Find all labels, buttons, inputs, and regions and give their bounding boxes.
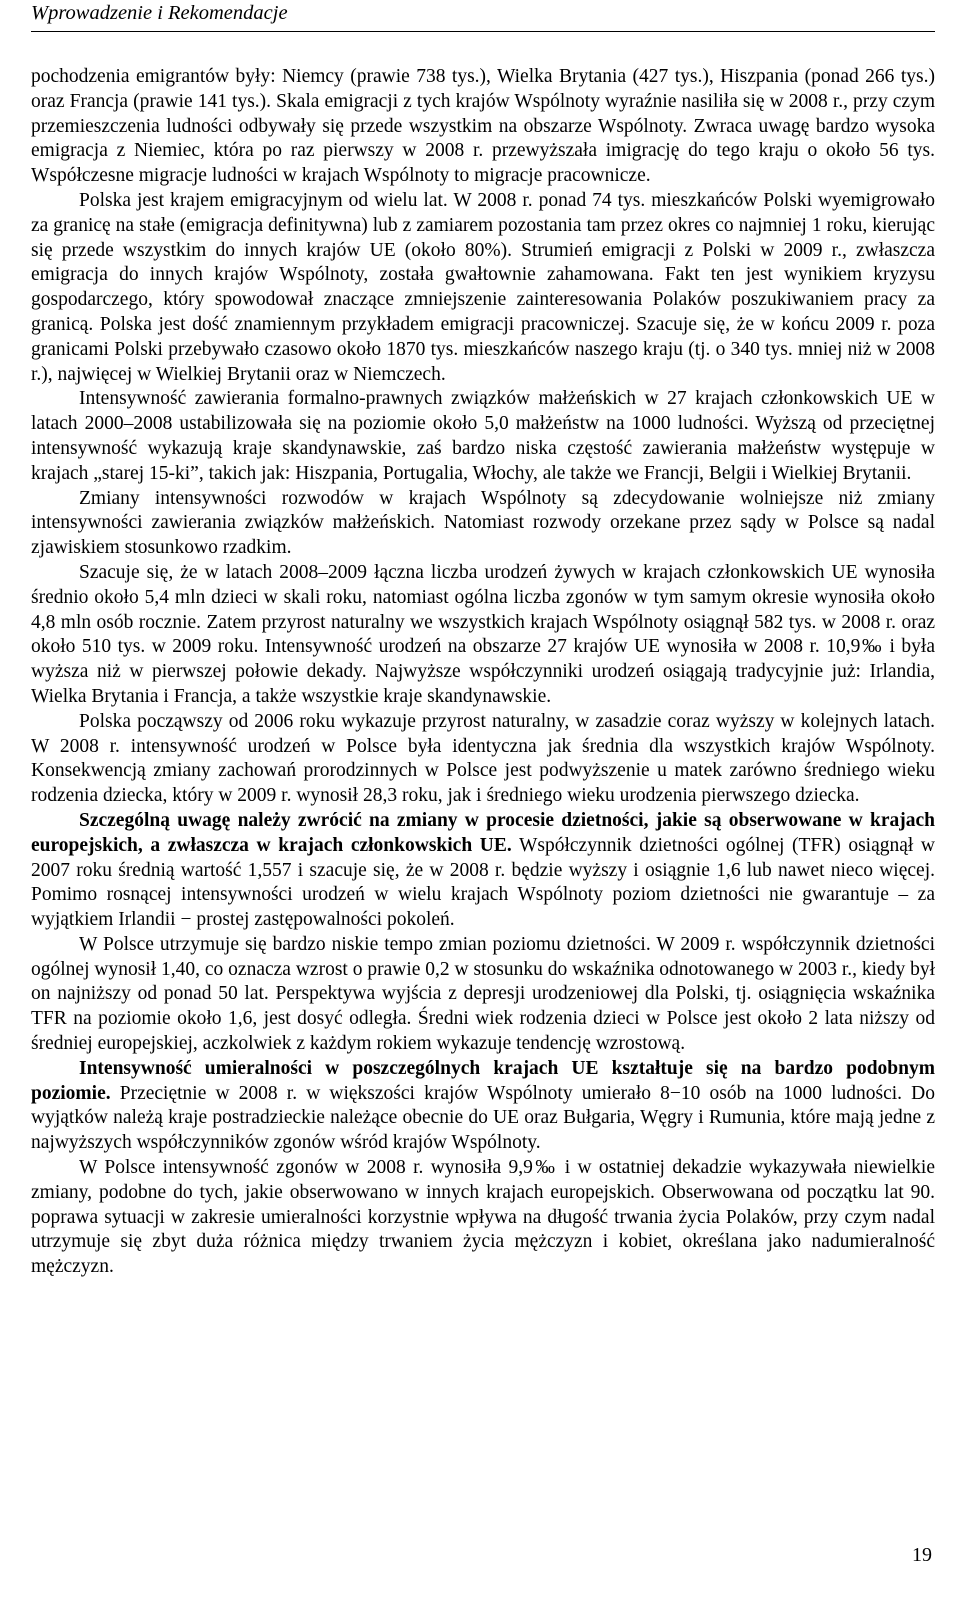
paragraph: Polska począwszy od 2006 roku wykazuje przyrost naturalny, w zasadzie coraz wyższy w kolejnych latach. W 2008 r. intensywność urodzeń w Polsce była identyczna jak średnia dla wszystkich krajów Wspólnoty. Konsekwencją zmiany zachowań prorodzinnych w Polsce jest podwyższenie u matek zarówno średniego wieku rodzenia dziecka, który w 2009 r. wynosił 28,3 roku, jak i średniego wieku urodzenia pierwszego dziecka. — [31, 710, 935, 807]
paragraph: W Polsce intensywność zgonów w 2008 r. wynosiła 9,9‰ i w ostatniej dekadzie wykazywała niewielkie zmiany, podobne do tych, jakie obserwowano w innych krajach europejskich. Obserwowana od początku lat 90. poprawa sytuacji w zakresie umieralności korzystnie wpływa na długość trwania życia Polaków, przy czym nadal utrzymuje się zbyt duża różnica między trwaniem życia mężczyzn i kobiet, określana jako nadumieralność mężczyzn. — [31, 1157, 935, 1278]
paragraph: Szacuje się, że w latach 2008–2009 łączna liczba urodzeń żywych w krajach członkowskich UE wynosiła średnio około 5,4 mln dzieci w skali roku, natomiast ogólna liczba zgonów w tym samym okresie wynosiła około 4,8 mln osób rocznie. Zatem przyrost naturalny we wszystkich krajach Wspólnoty osiągnął 582 tys. w 2008 r. oraz około 510 tys. w 2009 roku. Intensywność urodzeń na obszarze 27 krajów UE wynosiła w 2008 r. 10,9‰ i była wyższa niż w pierwszej połowie dekady. Najwyższe współczynniki urodzeń osiągają tradycyjnie już: Irlandia, Wielka Brytania i Francja, a także wszystkie kraje skandynawskie. — [31, 561, 935, 707]
running-header — [31, 0, 935, 32]
bold-lead: Intensywność umieralności w poszczególnych krajach UE kształtuje się na bardzo podobnym poziomie. — [31, 1057, 935, 1104]
paragraph: Intensywność umieralności w poszczególnych krajach UE kształtuje się na bardzo podobnym poziomie. Przeciętnie w 2008 r. w większości krajów Wspólnoty umierało 8−10 osób na 1000 ludności. Do wyjątków należą kraje postradzieckie należące obecnie do UE oraz Bułgaria, Węgry i Rumunia, które mają jedne z najwyższych współczynników zgonów wśród krajów Wspólnoty. — [31, 1057, 935, 1154]
body-text — [31, 65, 935, 1280]
paragraph: W Polsce utrzymuje się bardzo niskie tempo zmian poziomu dzietności. W 2009 r. współczynnik dzietności ogólnej wynosił 1,40, co oznacza wzrost o prawie 0,2 w stosunku do wskaźnika odnotowanego w 2003 r., kiedy był on najniższy od ponad 50 lat. Perspektywa wyjścia z depresji urodzeniowej dla Polski, tj. osiągnięcia wskaźnika TFR na poziomie około 1,6, jest dosyć odległa. Średni wiek rodzenia dzieci w Polsce jest około 2 lata niższy od średniej europejskiej, aczkolwiek z każdym rokiem wykazuje tendencję wzrostową. — [31, 933, 935, 1055]
paragraph: Intensywność zawierania formalno-prawnych związków małżeńskich w 27 krajach członkowskich UE w latach 2000–2008 ustabilizowała się na poziomie około 5,0 małżeństw na 1000 ludności. Wyższą od przeciętnej intensywność wykazują kraje skandynawskie, zaś bardzo niska częstość zawierania małżeństw występuje w krajach „starej 15-ki”, takich jak: Hiszpania, Portugalia, Włochy, ale także we Francji, Belgii i Wielkiej Brytanii. — [31, 388, 935, 484]
bold-lead: Szczególną uwagę należy zwrócić na zmiany w procesie dzietności, jakie są obserwowane w krajach europejskich, a zwłaszcza w krajach członkowskich UE. — [31, 809, 935, 856]
page-number: 19 — [912, 1544, 932, 1566]
paragraph: Zmiany intensywności rozwodów w krajach Wspólnoty są zdecydowanie wolniejsze niż zmiany intensywności zawierania związków małżeńskich. Natomiast rozwody orzekane przez sądy w Polsce są nadal zjawiskiem stosunkowo rzadkim. — [31, 487, 935, 559]
running-header-title: Wprowadzenie i Rekomendacje — [31, 2, 288, 24]
paragraph: Szczególną uwagę należy zwrócić na zmiany w procesie dzietności, jakie są obserwowane w krajach europejskich, a zwłaszcza w krajach członkowskich UE. Współczynnik dzietności ogólnej (TFR) osiągnął w 2007 roku średnią wartość 1,557 i szacuje się, że w 2008 r. będzie wyższy i osiągnie 1,6 lub nawet nieco więcej. Pomimo rosnącej intensywności urodzeń w wielu krajach Wspólnoty poziom dzietności nie gwarantuje – za wyjątkiem Irlandii − prostej zastępowalności pokoleń. — [31, 809, 935, 931]
paragraph: pochodzenia emigrantów były: Niemcy (prawie 738 tys.), Wielka Brytania (427 tys.), Hiszpania (ponad 266 tys.) oraz Francja (prawie 141 tys.). Skala emigracji z tych krajów Wspólnoty wyraźnie nasiliła się w 2008 r., przy czym przemieszczenia ludności odbywały się przede wszystkim na obszarze Wspólnoty. Zwraca uwagę bardzo wysoka emigracja z Niemiec, która po raz pierwszy w 2008 r. przewyższała imigrację do tego kraju o około 56 tys. Współczesne migracje ludności w krajach Wspólnoty to migracje pracownicze. — [31, 66, 935, 187]
paragraph: Polska jest krajem emigracyjnym od wielu lat. W 2008 r. ponad 74 tys. mieszkańców Polski wyemigrowało za granicę na stałe (emigracja definitywna) lub z zamiarem pozostania tam przez okres co najmniej 1 roku, kierując się przede wszystkim do innych krajów UE (około 80%). Strumień emigracji z Polski w 2009 r., zwłaszcza emigracja do innych krajów Wspólnoty, została gwałtownie zahamowana. Fakt ten jest wynikiem kryzysu gospodarczego, który spowodował znaczące zmniejszenie zainteresowania Polaków poszukiwaniem pracy za granicą. Polska jest dość znamiennym przykładem emigracji pracowniczej. Szacuje się, że w końcu 2009 r. poza granicami Polski przebywało czasowo około 1870 tys. mieszkańców naszego kraju (tj. o 340 tys. mniej niż w 2008 r.), najwięcej w Wielkiej Brytanii oraz w Niemczech. — [31, 189, 935, 385]
